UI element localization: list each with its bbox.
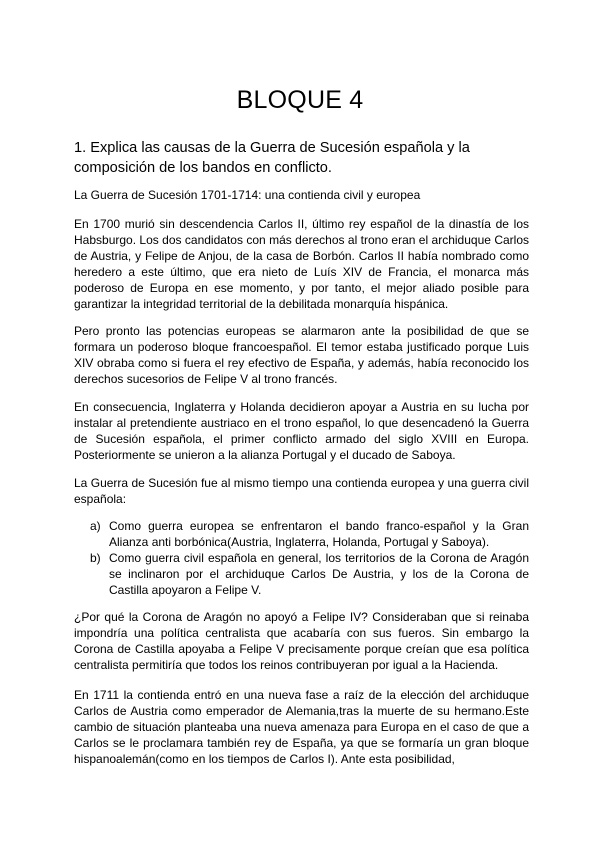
document-title: BLOQUE 4 bbox=[236, 86, 364, 114]
question-heading: 1. Explica las causas de la Guerra de Sucesión española y la composición de los bandos en conflicto. bbox=[74, 140, 470, 176]
paragraph-1: En 1700 murió sin descendencia Carlos II, último rey español de la dinastía de los Habsburgo. Los dos candidatos con más derechos al trono eran el archiduque Carlos de Austria, y Felipe de Anjou, de la casa de Borbón. Carlos II había nombrado como heredero a este último, que era nieto de Luís XIV de Francia, el monarca más poderoso de Europa en ese momento, y por tanto, el mejor aliado posible para garantizar la integridad territorial de la debilitada monarquía hispánica. bbox=[74, 217, 529, 311]
list-item bbox=[90, 550, 529, 598]
paragraph-5: ¿Por qué la Corona de Aragón no apoyó a Felipe IV? Consideraban que si reinaba impondría una política centralista que acabaría con sus fueros. Sin embargo la Corona de Castilla apoyaba a Felipe V precisamente porque creían que esa política centralista permitiría que todos los reinos contribuyeran por igual a la Hacienda. bbox=[74, 610, 529, 672]
paragraph-4: La Guerra de Sucesión fue al mismo tiempo una contienda europea y una guerra civil española: bbox=[74, 476, 529, 506]
paragraph-2: Pero pronto las potencias europeas se alarmaron ante la posibilidad de que se formara un poderoso bloque francoespañol. El temor estaba justificado porque Luis XIV obraba como si fuera el rey efectivo de España, y además, había reconocido los derechos sucesorios de Felipe V al trono francés. bbox=[74, 324, 529, 386]
paragraph-6: En 1711 la contienda entró en una nueva fase a raíz de la elección del archiduque Carlos de Austria como emperador de Alemania,tras la muerte de su hermano.Este cambio de situación planteaba una nueva amenaza para Europa en el caso de que a Carlos se le proclamara también rey de España, ya que se formaría un gran bloque hispanoalemán(como en los tiempos de Carlos I). Ante esta posibilidad, bbox=[74, 688, 529, 766]
list-marker: a) bbox=[90, 519, 101, 533]
list-item-text: Como guerra civil española en general, los territorios de la Corona de Aragón se inclinaron por el archiduque Carlos De Austria, y los de la Corona de Castilla apoyaron a Felipe V. bbox=[109, 551, 529, 597]
causes-list bbox=[90, 518, 529, 598]
section-subtitle: La Guerra de Sucesión 1701-1714: una contienda civil y europea bbox=[74, 188, 421, 202]
list-item-text: Como guerra europea se enfrentaron el bando franco-español y la Gran Alianza anti borbónica(Austria, Inglaterra, Holanda, Portugal y Saboya). bbox=[109, 519, 529, 549]
list-marker: b) bbox=[90, 551, 101, 565]
paragraph-3: En consecuencia, Inglaterra y Holanda decidieron apoyar a Austria en su lucha por instalar al pretendiente austriaco en el trono español, lo que desencadenó la Guerra de Sucesión española, el primer conflicto armado del siglo XVIII en Europa. Posteriormente se unieron a la alianza Portugal y el ducado de Saboya. bbox=[74, 400, 529, 462]
list-item bbox=[90, 518, 529, 550]
